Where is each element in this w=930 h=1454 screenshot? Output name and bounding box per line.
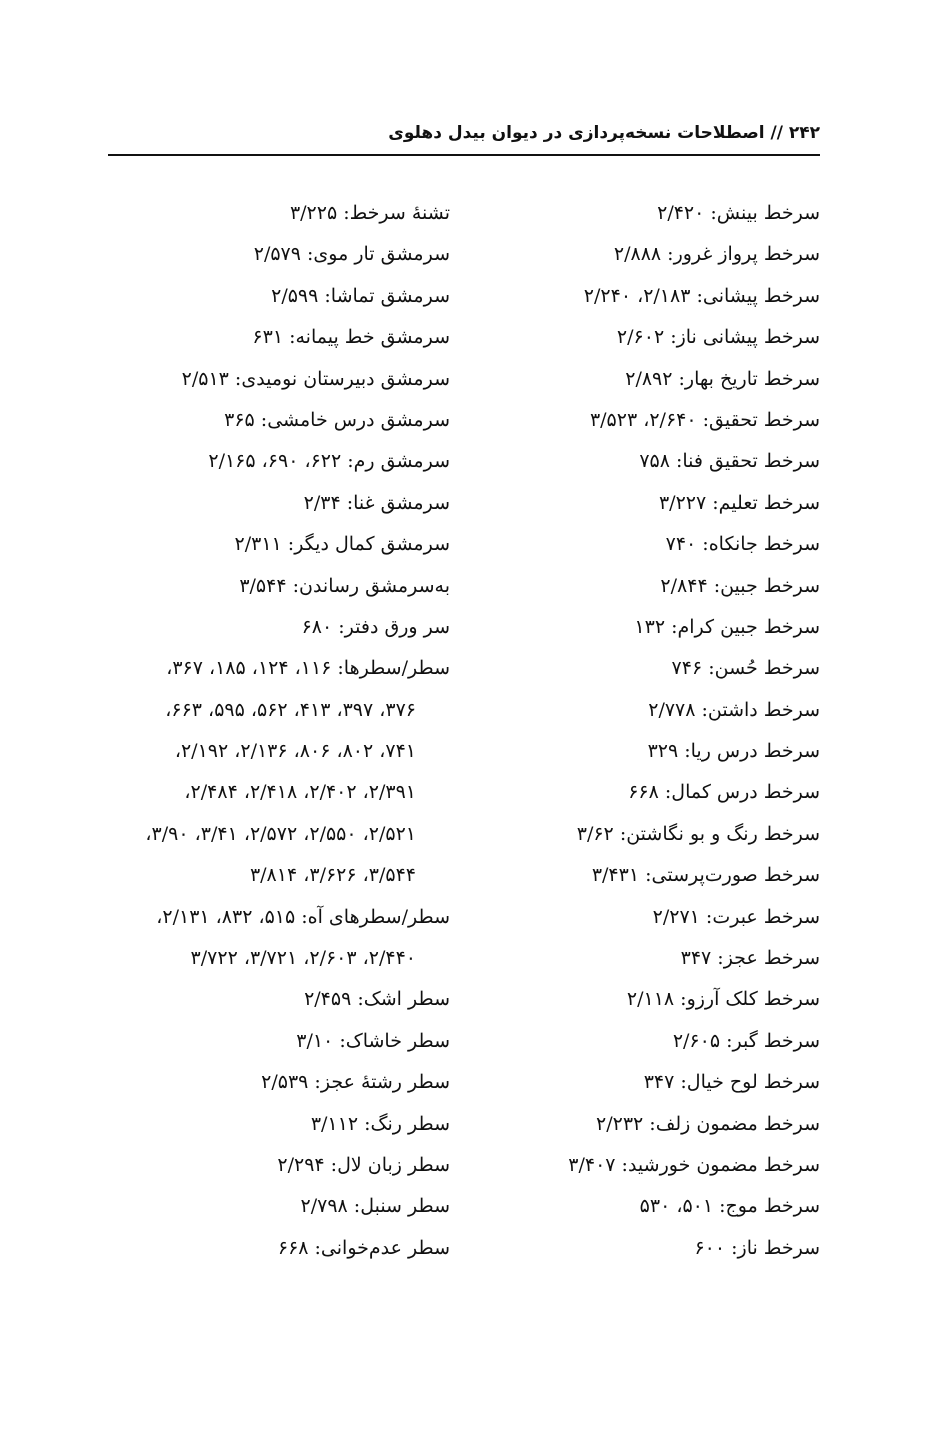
- index-entry: سرخط جبین کرام: ۱۳۲: [634, 615, 820, 638]
- index-entry: سرخط لوح خیال: ۳۴۷: [643, 1071, 820, 1094]
- index-entry: سطر اشک: ۲/۴۵۹: [304, 988, 450, 1011]
- index-entry-continuation: ۷۴۱، ۸۰۲، ۸۰۶، ۲/۱۳۶، ۲/۱۹۲،: [174, 740, 416, 763]
- index-column-left: [70, 193, 450, 1269]
- index-entry: سرخط ناز: ۶۰۰: [694, 1236, 820, 1259]
- index-entry: سرمشق دبیرستان نومیدی: ۲/۵۱۳: [181, 367, 450, 390]
- index-entry: سر ورق دفتر: ۶۸۰: [301, 615, 450, 638]
- index-entry: تشنهٔ سرخط: ۳/۲۲۵: [289, 202, 450, 224]
- index-entry: سرخط بینش: ۲/۴۲۰: [657, 202, 820, 224]
- index-entry-continuation: ۳۷۶، ۳۹۷، ۴۱۳، ۵۶۲، ۵۹۵، ۶۶۳،: [165, 698, 416, 721]
- index-entry: سرخط پیشانی ناز: ۲/۶۰۲: [616, 326, 820, 349]
- index-entry: سرخط پیشانی: ۲/۱۸۳، ۲/۲۴۰: [583, 284, 820, 307]
- index-entry: سرمشق تماشا: ۲/۵۹۹: [271, 284, 450, 307]
- index-entry: سرمشق خط پیمانه: ۶۳۱: [252, 326, 450, 349]
- index-entry: سرخط مضمون خورشید: ۳/۴۰۷: [568, 1153, 820, 1176]
- index-entry: سرخط عبرت: ۲/۲۷۱: [652, 905, 820, 928]
- index-entry-continuation: ۲/۴۴۰، ۲/۶۰۳، ۳/۷۲۱، ۳/۷۲۲: [190, 947, 416, 970]
- index-entry: سرخط پرواز غرور: ۲/۸۸۸: [613, 243, 820, 266]
- index-entry: سرخط مضمون زلف: ۲/۲۳۲: [596, 1112, 820, 1135]
- index-column-right: [480, 193, 820, 1269]
- index-entry: سطر خاشاک: ۳/۱۰: [296, 1029, 450, 1052]
- index-entry: سطر عدم‌خوانی: ۶۶۸: [277, 1236, 450, 1259]
- index-entry: سطر سنبل: ۲/۷۹۸: [300, 1195, 450, 1218]
- index-entry: سرمشق تار موی: ۲/۵۷۹: [253, 243, 450, 266]
- index-entry: سرخط جبین: ۲/۸۴۴: [660, 574, 820, 597]
- index-entry-continuation: ۲/۵۲۱، ۲/۵۵۰، ۲/۵۷۲، ۳/۴۱، ۳/۹۰،: [145, 822, 416, 845]
- index-entry: سرخط داشتن: ۲/۷۷۸: [648, 698, 820, 721]
- index-entry: سرخط موج: ۵۰۱، ۵۳۰: [639, 1195, 820, 1218]
- index-entry: سرخط تحقیق: ۲/۶۴۰، ۳/۵۲۳: [589, 408, 820, 431]
- index-entry-continuation: ۲/۳۹۱، ۲/۴۰۲، ۲/۴۱۸، ۲/۴۸۴،: [184, 781, 416, 804]
- index-entry: سرخط درس ریا: ۳۲۹: [647, 740, 820, 763]
- index-entry: سرمشق کمال دیگر: ۲/۳۱۱: [234, 533, 450, 556]
- index-entry: سرمشق درس خامشی: ۳۶۵: [224, 408, 450, 431]
- index-entry: سطر/سطرها: ۱۱۶، ۱۲۴، ۱۸۵، ۳۶۷،: [166, 657, 450, 680]
- index-entry: سرخط صورت‌پرستی: ۳/۴۳۱: [591, 864, 820, 887]
- index-entry: سرخط تاریخ بهار: ۲/۸۹۲: [625, 367, 820, 390]
- page-header: [108, 118, 820, 156]
- index-entry: سرخط رنگ و بو نگاشتن: ۳/۶۲: [576, 822, 820, 845]
- index-entry: سطر رشتهٔ عجز: ۲/۵۳۹: [261, 1071, 450, 1094]
- index-entry: سرخط کلک آرزو: ۲/۱۱۸: [626, 988, 820, 1011]
- index-entry: سطر رنگ: ۳/۱۱۲: [310, 1112, 450, 1135]
- index-entry-continuation: ۳/۵۴۴، ۳/۶۲۶، ۳/۸۱۴: [249, 864, 416, 887]
- index-entry: سرخط حُسن: ۷۴۶: [671, 657, 820, 680]
- index-entry: سرخط درس کمال: ۶۶۸: [628, 781, 820, 804]
- index-entry: سطر/سطرهای آه: ۵۱۵، ۸۳۲، ۲/۱۳۱،: [156, 905, 450, 928]
- index-entry: به‌سرمشق رساندن: ۳/۵۴۴: [239, 574, 450, 597]
- index-entry: سطر زبان لال: ۲/۲۹۴: [277, 1153, 450, 1176]
- index-entry: سرمشق رم: ۶۲۲، ۶۹۰، ۲/۱۶۵: [208, 450, 450, 473]
- index-entry: سرخط گبر: ۲/۶۰۵: [672, 1029, 820, 1052]
- index-entry: سرخط تحقیق فنا: ۷۵۸: [639, 450, 820, 473]
- index-entry: سرخط عجز: ۳۴۷: [680, 947, 820, 970]
- index-entry: سرخط جانکاه: ۷۴۰: [665, 533, 820, 556]
- running-title: ۲۴۲ // اصطلاحات نسخه‌پردازی در دیوان بیدل دهلوی: [388, 123, 820, 143]
- index-entry: سرمشق غنا: ۲/۳۴: [303, 491, 450, 514]
- index-entry: سرخط تعلیم: ۳/۲۲۷: [658, 491, 820, 514]
